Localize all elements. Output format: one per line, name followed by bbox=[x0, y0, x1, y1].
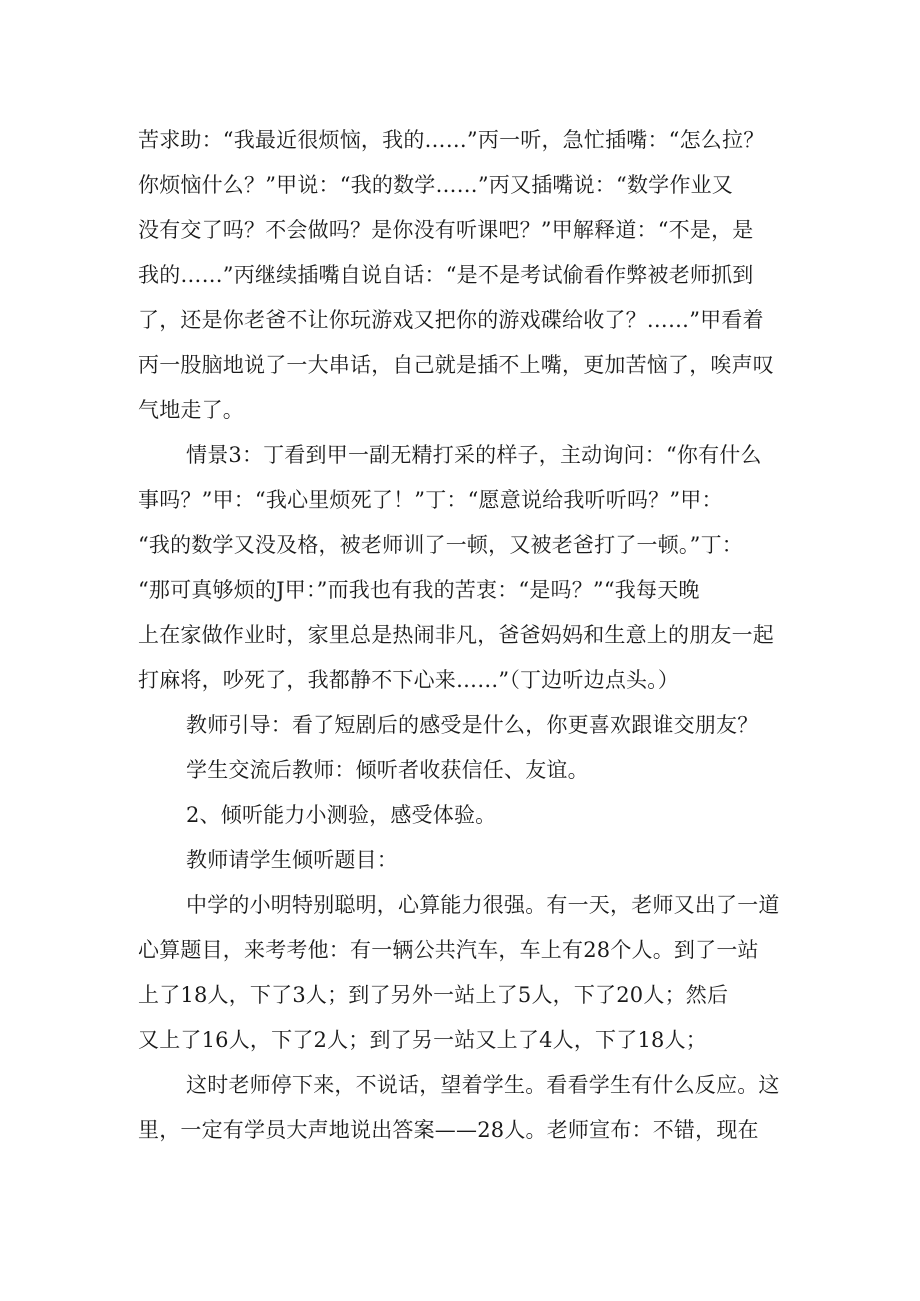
text-line: 丙一股脑地说了一大串话，自己就是插不上嘴，更加苦恼了，唉声叹 bbox=[138, 353, 774, 377]
text-line: 上在家做作业时，家里总是热闹非凡，爸爸妈妈和生意上的朋友一起 bbox=[138, 623, 774, 647]
text-line: 了，还是你老爸不让你玩游戏又把你的游戏碟给收了？……”甲看着 bbox=[138, 308, 764, 332]
text-line: 我的……”丙继续插嘴自说自话：“是不是考试偷看作弊被老师抓到 bbox=[138, 263, 754, 287]
text-line: 又上了16人，下了2人；到了另一站又上了4人，下了18人； bbox=[138, 1028, 707, 1052]
text-line: 苦求助：“我最近很烦恼，我的……”丙一听，急忙插嘴：“怎么拉？ bbox=[138, 128, 765, 152]
text-line: 教师请学生倾听题目： bbox=[186, 848, 398, 872]
text-line: 心算题目，来考考他：有一辆公共汽车，车上有28个人。到了一站 bbox=[138, 938, 759, 962]
body-text bbox=[138, 118, 788, 1153]
text-line: 气地走了。 bbox=[138, 398, 244, 422]
text-line: “那可真够烦的J甲：”而我也有我的苦衷：“是吗？”“我每天晚 bbox=[138, 578, 700, 602]
text-line: 里，一定有学员大声地说出答案——28人。老师宣布：不错，现在 bbox=[138, 1118, 759, 1142]
text-line: 2、倾听能力小测验，感受体验。 bbox=[186, 803, 497, 827]
text-line: 没有交了吗？不会做吗？是你没有听课吧？”甲解释道：“不是，是 bbox=[138, 218, 754, 242]
text-line: 中学的小明特别聪明，心算能力很强。有一天，老师又出了一道 bbox=[186, 893, 780, 917]
text-line: 你烦恼什么？”甲说：“我的数学……”丙又插嘴说：“数学作业又 bbox=[138, 173, 733, 197]
text-line: 学生交流后教师：倾听者收获信任、友谊。 bbox=[186, 758, 589, 782]
text-line: 打麻将，吵死了，我都静不下心来……”（丁边听边点头。） bbox=[138, 668, 680, 692]
text-line: 事吗？”甲：“我心里烦死了！”丁：“愿意说给我听听吗？”甲： bbox=[138, 488, 723, 512]
text-line: 上了18人，下了3人；到了另外一站上了5人，下了20人；然后 bbox=[138, 983, 729, 1007]
text-line: 情景3：丁看到甲一副无精打采的样子，主动询问：“你有什么 bbox=[186, 443, 762, 467]
text-line: 教师引导：看了短剧后的感受是什么，你更喜欢跟谁交朋友？ bbox=[186, 713, 759, 737]
text-line: “我的数学又没及格，被老师训了一顿，又被老爸打了一顿。”丁： bbox=[138, 533, 743, 557]
text-line: 这时老师停下来，不说话，望着学生。看看学生有什么反应。这 bbox=[186, 1073, 780, 1097]
